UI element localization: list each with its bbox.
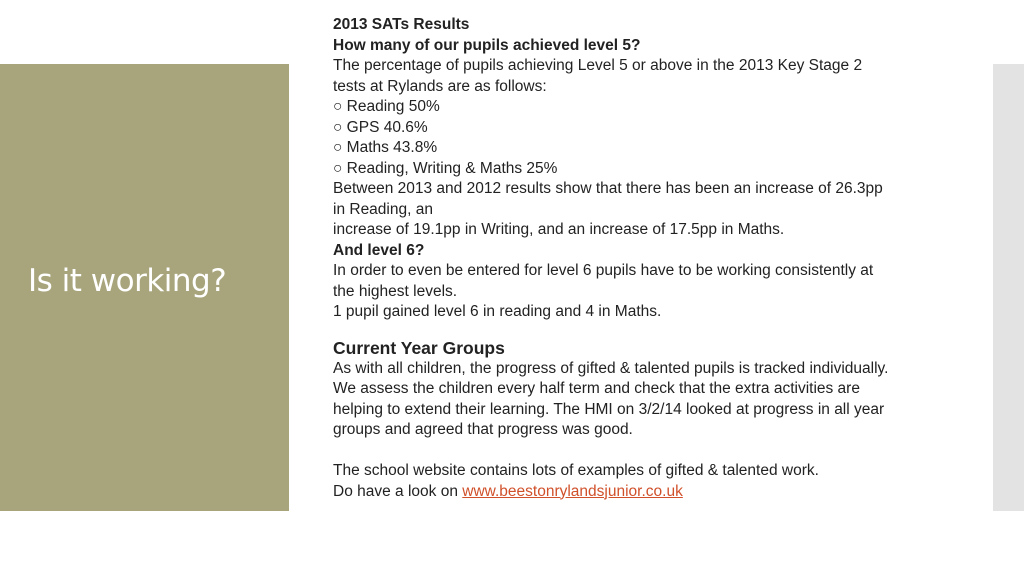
level6-question: And level 6? [333,241,425,259]
result-item-maths: ○ Maths 43.8% [333,139,438,156]
results-heading: 2013 SATs Results [333,16,470,33]
result-item-combined: ○ Reading, Writing & Maths 25% [333,159,558,177]
website-text: The school website contains lots of examples of gifted & talented work. [333,462,819,479]
level5-question: How many of our pupils achieved level 5? [333,36,641,54]
level6-result: 1 pupil gained level 6 in reading and 4 in Maths. [333,303,662,320]
paragraph-spacer [333,441,893,462]
website-line [333,482,893,503]
level6-text: In order to even be entered for level 6 pupils have to be working consistently at the highest levels. [333,262,874,300]
comparison-text: Between 2013 and 2012 results show that there has been an increase of 26.3pp in Reading, an [333,180,883,218]
website-link[interactable]: www.beestonrylandsjunior.co.uk [462,482,683,500]
current-year-heading: Current Year Groups [333,337,505,358]
look-prefix: Do have a look on [333,482,463,500]
slide-content [333,15,893,502]
current-year-text: As with all children, the progress of gifted & talented pupils is tracked individually. We assess the children every half term and check that the extra activities are helping to extend their learning. The HMI on 3/2/14 looked at progress in all year groups and agreed that progress was good. [333,359,889,438]
result-item-gps: ○ GPS 40.6% [333,118,428,136]
intro-text: The percentage of pupils achieving Level 5 or above in the 2013 Key Stage 2 tests at Rylands are as follows: [333,57,863,95]
result-item-reading: ○ Reading 50% [333,98,440,115]
comparison-text-continued: increase of 19.1pp in Writing, and an increase of 17.5pp in Maths. [333,221,785,238]
slide-title: Is it working? [28,263,227,299]
right-side-bar [993,64,1024,511]
